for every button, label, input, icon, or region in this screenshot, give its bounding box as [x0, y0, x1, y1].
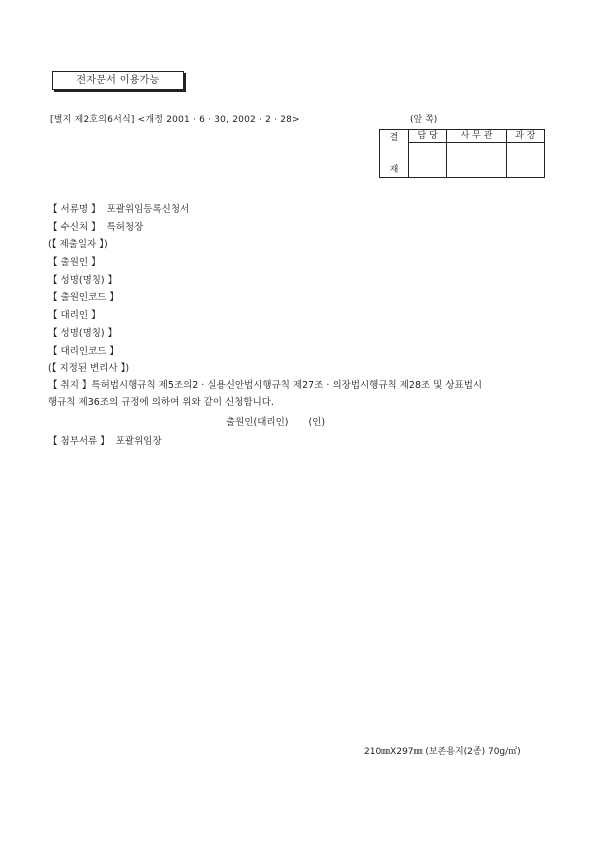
approval-side-bottom: 재 [389, 164, 399, 175]
approval-sign-officer[interactable] [447, 143, 506, 178]
purpose-line-1 [48, 377, 568, 394]
approval-header-staff: 담 당 [409, 130, 447, 143]
approval-header-chief: 과 장 [506, 130, 544, 143]
attachments-label: 【 첨부서류 】 [48, 436, 110, 447]
approval-table [379, 129, 545, 178]
front-page-label: (앞 쪽) [410, 115, 438, 125]
purpose-text-1: 특허법시행규칙 제5조의2 · 실용신안법시행규칙 제27조 · 의장법시행규칙 제28조 및 상표법시 [91, 380, 483, 391]
attachments-value: 포괄위임장 [115, 436, 162, 447]
field-agent-code: 【 대리인코드 】 [48, 345, 119, 357]
approval-side-top: 결 [389, 132, 399, 143]
approval-sign-chief[interactable] [506, 143, 544, 178]
applicant-signature-line [226, 414, 325, 428]
field-applicant-name: 【 성명(명칭) 】 [48, 274, 118, 286]
form-header: [별지 제2호의6서식] <개정 2001 · 6 · 30, 2002 · 2 · 28> [50, 115, 300, 125]
field-submission-date: (【 제출일자 】) [48, 239, 108, 251]
field-value: 특허청장 [106, 221, 144, 233]
purpose-section [48, 377, 568, 411]
field-designated-attorney: (【 지정된 변리사 】) [48, 363, 130, 375]
paper-spec-footer: 210㎜X297㎜ (보존용지(2종) 70g/㎡) [364, 747, 521, 757]
field-list [48, 201, 568, 378]
field-agent-name: 【 성명(명칭) 】 [48, 327, 118, 339]
approval-side-cell [380, 130, 409, 178]
electronic-document-stamp: 전자문서 이용가능 [52, 71, 184, 90]
approval-header-officer: 사 무 관 [447, 130, 506, 143]
attachments-section [48, 433, 162, 447]
field-applicant-code: 【 출원인코드 】 [48, 292, 119, 304]
field-document-name: 【 서류명 】 포괄위임등록신청서 [48, 204, 190, 215]
applicant-label: 출원인(대리인) [226, 417, 289, 428]
purpose-label: 【 취지 】 [48, 380, 92, 391]
seal-mark: (인) [308, 417, 326, 428]
field-recipient: 【 수신처 】 특허청장 [48, 221, 144, 233]
field-value: 포괄위임등록신청서 [106, 204, 190, 215]
field-applicant: 【 출원인 】 [48, 257, 101, 269]
purpose-text-2: 행규칙 제36조의 규정에 의하여 위와 같이 신청합니다. [48, 397, 274, 408]
approval-sign-staff[interactable] [409, 143, 447, 178]
field-agent: 【 대리인 】 [48, 310, 101, 322]
